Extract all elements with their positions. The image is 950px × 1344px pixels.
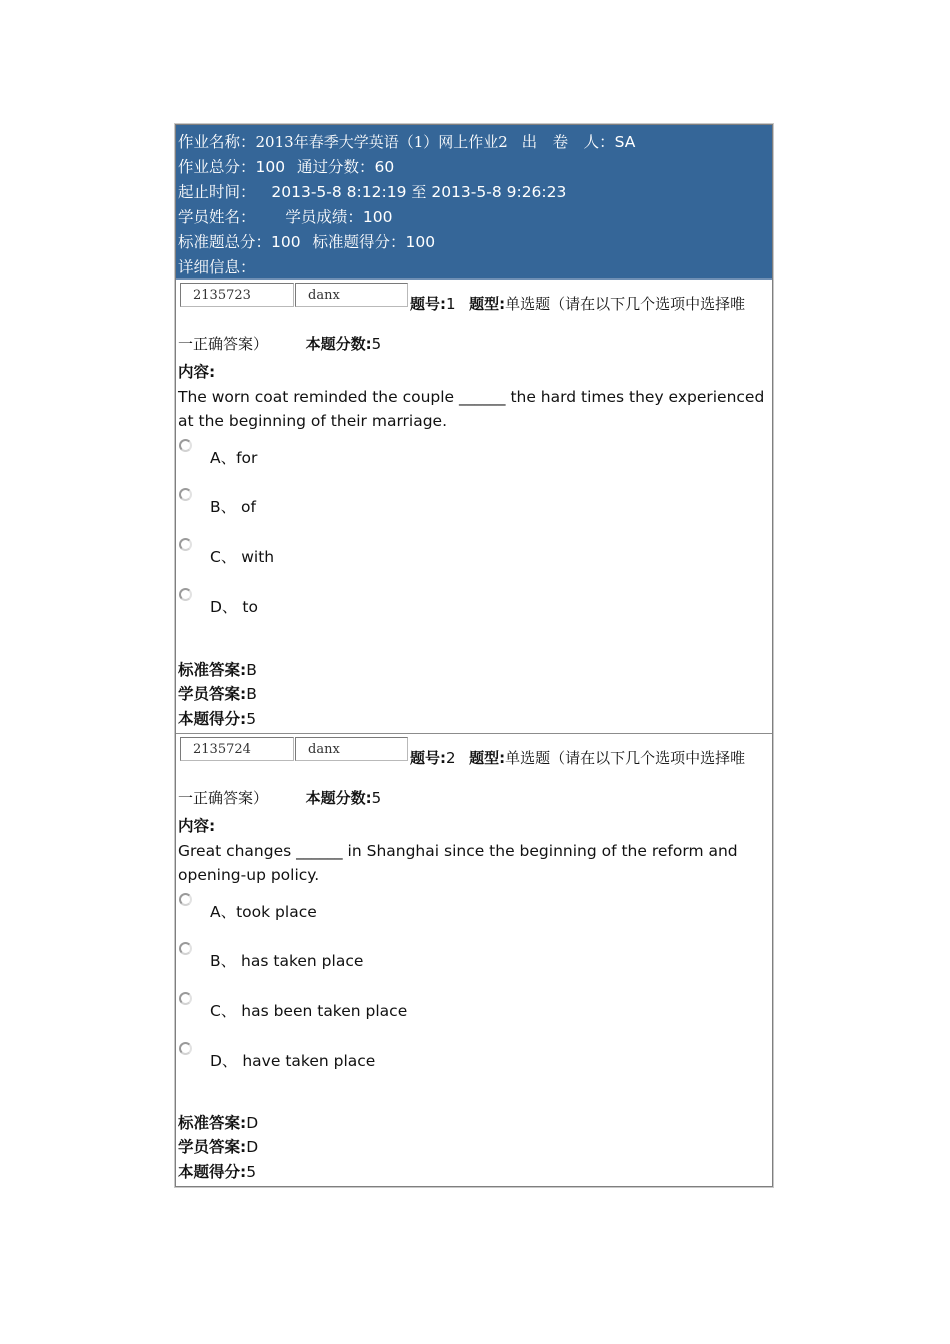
student-answer-value: D	[246, 1138, 259, 1156]
content-label: 内容:	[178, 363, 216, 381]
question-type-field[interactable]	[295, 283, 408, 307]
time-separator: 至	[411, 183, 427, 201]
standard-answer-label: 标准答案:	[178, 660, 247, 679]
total-score-label: 作业总分：	[178, 158, 256, 176]
homework-summary-header	[176, 125, 772, 280]
got-score-value: 5	[246, 1162, 257, 1181]
radio-button[interactable]	[179, 439, 192, 452]
option-label: C、 has been taken place	[210, 1001, 408, 1020]
student-name-label: 学员姓名：	[178, 208, 256, 226]
detail-row	[178, 255, 770, 280]
answer-summary	[178, 1111, 258, 1185]
student-score-label: 学员成绩：	[285, 208, 363, 226]
radio-button[interactable]	[179, 992, 192, 1005]
question-type-text-cont: 一正确答案）	[178, 789, 269, 807]
standard-answer-value: D	[246, 1113, 259, 1132]
homework-result-panel	[175, 124, 773, 1187]
question-type-text-cont: 一正确答案）	[178, 335, 269, 353]
standard-total-label: 标准题总分：	[178, 233, 272, 251]
question-header	[178, 737, 770, 784]
radio-button[interactable]	[179, 942, 192, 955]
option-a[interactable]	[178, 892, 770, 942]
got-score-value: 5	[246, 709, 257, 728]
standard-total-value: 100	[271, 233, 301, 251]
radio-button[interactable]	[179, 1042, 192, 1055]
option-label: D、 to	[210, 597, 258, 616]
detail-label: 详细信息：	[178, 258, 256, 276]
question-number-label: 题号:	[410, 295, 446, 313]
total-score-value: 100	[255, 158, 286, 176]
radio-button[interactable]	[179, 893, 192, 906]
question-content: Great changes ______ in Shanghai since the beginning of the reform and opening-up policy.	[178, 841, 738, 884]
question-content: The worn coat reminded the couple ______ the hard times they experienced at the beginning of their marriage.	[178, 387, 765, 430]
pass-score-label: 通过分数：	[296, 158, 375, 176]
question-type-label: 题型:	[469, 749, 506, 767]
question-type-label: 题型:	[469, 295, 506, 313]
option-b[interactable]	[178, 487, 770, 537]
time-range-label: 起止时间：	[178, 183, 256, 201]
start-time-value: 2013-5-8 8:12:19	[271, 183, 407, 201]
student-answer-value: B	[246, 685, 257, 703]
question-meta-continued	[178, 330, 770, 360]
answer-summary	[178, 658, 257, 732]
question-type-text: 单选题（请在以下几个选项中选择唯	[505, 295, 746, 313]
question-number-value: 1	[446, 295, 456, 313]
content-label: 内容:	[178, 817, 216, 835]
question-meta	[410, 293, 745, 314]
question-type-text: 单选题（请在以下几个选项中选择唯	[505, 749, 746, 767]
author-label: 出 卷 人：	[521, 133, 615, 151]
question-type-field[interactable]	[295, 737, 408, 761]
option-d[interactable]	[178, 587, 770, 637]
pass-score-value: 60	[374, 158, 395, 176]
standard-got-label: 标准题得分：	[312, 233, 406, 251]
student-answer-label: 学员答案:	[178, 685, 247, 703]
got-score-label: 本题得分:	[178, 1162, 247, 1181]
radio-button[interactable]	[179, 538, 192, 551]
option-a[interactable]	[178, 438, 770, 488]
question-number-value: 2	[446, 749, 456, 767]
question-score-label: 本题分数:	[305, 335, 372, 353]
standard-got-value: 100	[405, 233, 436, 251]
total-score-row	[178, 155, 770, 180]
option-b[interactable]	[178, 941, 770, 991]
student-row	[178, 205, 770, 230]
standard-answer-label: 标准答案:	[178, 1113, 247, 1132]
end-time-value: 2013-5-8 9:26:23	[431, 183, 567, 201]
option-list	[178, 438, 770, 637]
option-list	[178, 892, 770, 1091]
question-1	[176, 280, 772, 733]
homework-name-row	[178, 130, 770, 155]
option-label: B、 of	[210, 498, 257, 517]
option-label: A、for	[210, 448, 258, 467]
option-c[interactable]	[178, 991, 770, 1041]
homework-name-label: 作业名称：	[178, 133, 256, 151]
author-value: SA	[614, 133, 636, 151]
option-d[interactable]	[178, 1041, 770, 1091]
option-c[interactable]	[178, 537, 770, 587]
student-score-value: 100	[362, 208, 393, 226]
question-id-field[interactable]	[180, 283, 294, 307]
question-score-value: 5	[371, 335, 382, 353]
homework-name-value: 2013年春季大学英语（1）网上作业2	[255, 133, 508, 151]
question-id-field[interactable]	[180, 737, 294, 761]
question-number-label: 题号:	[410, 749, 446, 767]
student-answer-label: 学员答案:	[178, 1138, 247, 1156]
question-score-value: 5	[371, 789, 382, 807]
option-label: B、 has taken place	[210, 952, 364, 971]
option-label: A、took place	[210, 902, 317, 921]
radio-button[interactable]	[179, 588, 192, 601]
option-label: D、 have taken place	[210, 1051, 376, 1070]
standard-answer-value: B	[246, 660, 257, 679]
option-label: C、 with	[210, 547, 275, 566]
got-score-label: 本题得分:	[178, 709, 247, 728]
question-meta-continued	[178, 784, 770, 814]
question-score-label: 本题分数:	[305, 789, 372, 807]
question-2	[176, 733, 772, 1186]
question-meta	[410, 747, 745, 768]
time-range-row	[178, 180, 770, 205]
radio-button[interactable]	[179, 488, 192, 501]
question-header	[178, 283, 770, 330]
standard-score-row	[178, 230, 770, 255]
